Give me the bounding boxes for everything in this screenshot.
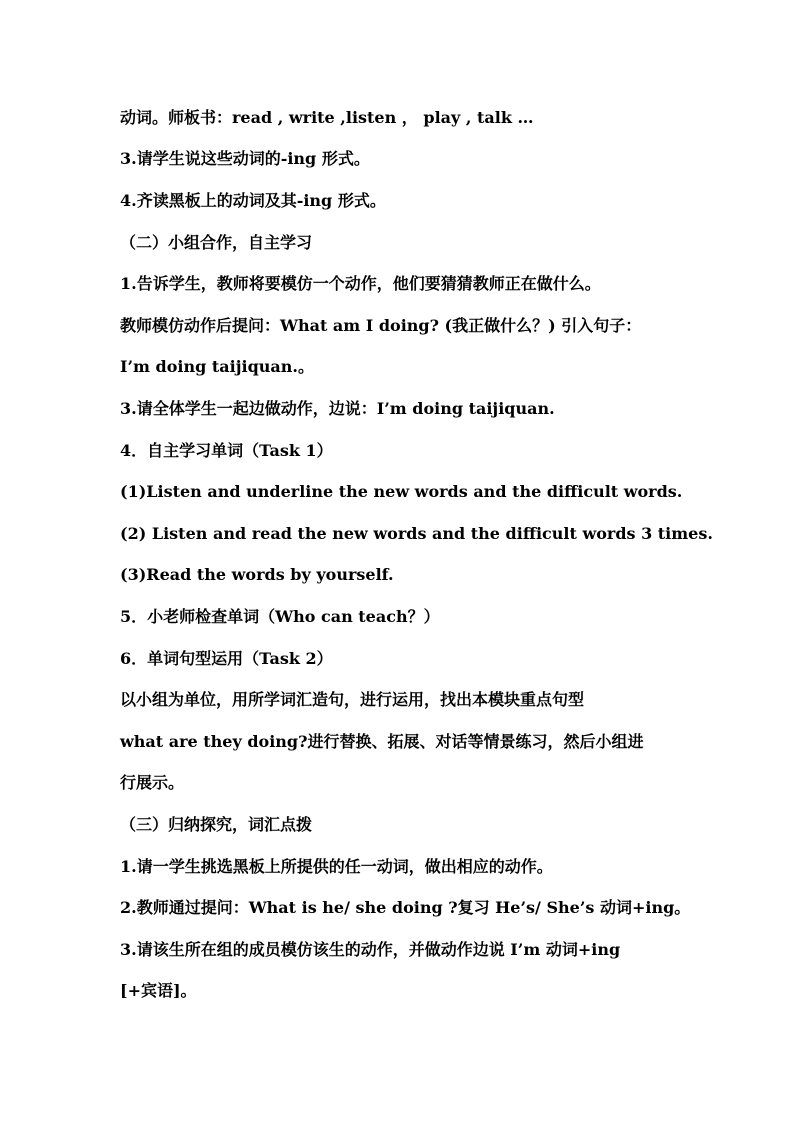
text-line-8: 3.请全体学生一起边做动作，边说：I’m doing taijiquan. bbox=[120, 399, 555, 418]
text-line-12: (3)Read the words by yourself. bbox=[120, 565, 394, 584]
text-line-15: 以小组为单位，用所学词汇造句，进行运用，找出本模块重点句型 bbox=[120, 690, 585, 709]
text-line-19: 1.请一学生挑选黑板上所提供的任一动词，做出相应的动作。 bbox=[120, 857, 553, 876]
text-line-3: 4.齐读黑板上的动词及其-ing 形式。 bbox=[120, 191, 386, 210]
section-heading-2: （二）小组合作，自主学习 bbox=[120, 233, 313, 252]
text-line-5: 1.告诉学生，教师将要模仿一个动作，他们要猜猜教师正在做什么。 bbox=[120, 274, 601, 293]
text-line-16: what are they doing?进行替换、拓展、对话等情景练习，然后小组进 bbox=[120, 732, 644, 751]
text-line-1: 动词。师板书：read , write ,listen ， play , talk … bbox=[120, 108, 534, 127]
text-line-6: 教师模仿动作后提问：What am I doing? (我正做什么？) 引入句子： bbox=[120, 316, 642, 335]
text-line-2: 3.请学生说这些动词的-ing 形式。 bbox=[120, 149, 370, 168]
text-line-22: [+宾语]。 bbox=[120, 981, 197, 1000]
text-line-13: 5．小老师检查单词（Who can teach？） bbox=[120, 607, 440, 626]
text-line-7: I’m doing taijiquan.。 bbox=[120, 357, 314, 376]
text-line-17: 行展示。 bbox=[120, 773, 185, 792]
text-line-11: (2) Listen and read the new words and the difficult words 3 times. bbox=[120, 524, 713, 543]
text-line-10: (1)Listen and underline the new words and the difficult words. bbox=[120, 482, 683, 501]
text-line-9: 4．自主学习单词（Task 1） bbox=[120, 441, 333, 460]
text-line-20: 2.教师通过提问：What is he/ she doing ?复习 He’s/ She’s 动词+ing。 bbox=[120, 898, 691, 917]
section-heading-3: （三）归纳探究，词汇点拨 bbox=[120, 815, 313, 834]
text-line-21: 3.请该生所在组的成员模仿该生的动作，并做动作边说 I’m 动词+ing bbox=[120, 940, 621, 959]
text-line-14: 6．单词句型运用（Task 2） bbox=[120, 649, 333, 668]
